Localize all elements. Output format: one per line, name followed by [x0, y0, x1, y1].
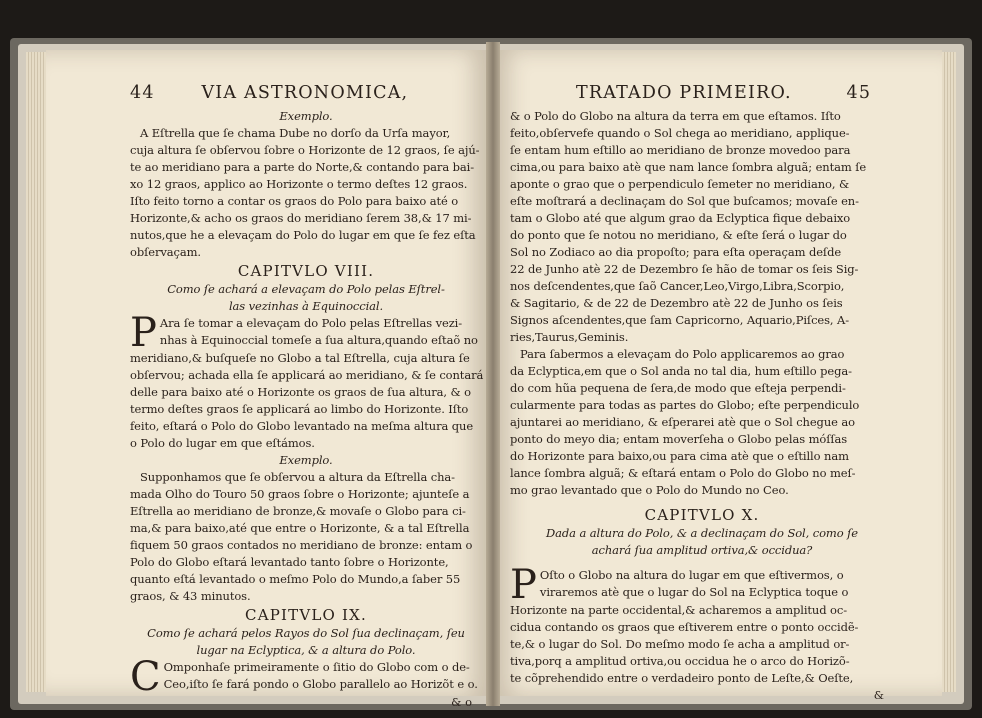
text-line: & Sagitario, & de 22 de Dezembro atè 22 de Junho os ſeis — [510, 296, 843, 310]
text-line: obſervaçam. — [130, 245, 201, 259]
text-line: ponto do meyo dia; entam moverſeha o Globo pelas móſſas — [510, 432, 848, 446]
text-line: fiquem 50 graos contados no meridiano de bronze: entam o — [130, 538, 473, 552]
text-line: Polo do Globo eſtará levantado tanto ſobre o Horizonte, — [130, 555, 449, 569]
text-line: feito,obſervefe quando o Sol chega ao meridiano, applique- — [510, 126, 850, 140]
text-line: quanto eſtá levantado o meſmo Polo do Mundo,a ſaber 55 — [130, 572, 461, 586]
text-line: 22 de Junho atè 22 de Dezembro ſe hão de tomar os ſeis Sig- — [510, 262, 859, 276]
text-line: delle para baixo até o Horizonte os graos de ſua altura, & o — [130, 385, 472, 399]
text-line: mada Olho do Touro 50 graos ſobre o Horizonte; ajunteſe a — [130, 487, 470, 501]
chapter-subtitle: Dada a altura do Polo, & a declinaçam do Sol, como ſe — [546, 526, 858, 540]
chapter-title: CAPITVLO X. — [644, 506, 760, 524]
text-line: Eſtrella ao meridiano de bronze,& movaſe o Globo para ci- — [130, 504, 466, 518]
text-line: A Eſtrella que ſe chama Dube no dorſo da Urſa mayor, — [140, 126, 451, 140]
text-line: lance ſombra alguã; & eſtará entam o Polo do Globo no meſ- — [510, 466, 856, 480]
text-line: xo 12 graos, applico ao Horizonte o termo deſtes 12 graos. — [130, 177, 468, 191]
text-line: graos, & 43 minutos. — [130, 589, 251, 603]
exemplo-heading: Exemplo. — [279, 109, 333, 123]
right-running-head — [510, 82, 894, 104]
text-line: Supponhamos que ſe obſervou a altura da Eſtrella cha- — [140, 470, 455, 484]
text-line: Signos aſcendentes,que ſam Capricorno, Aquario,Piſces, A- — [510, 313, 850, 327]
chapter-title: CAPITVLO VIII. — [237, 262, 375, 280]
text-line: nhas à Equinoccial tomeſe a ſua altura,quando eſtaõ no — [159, 333, 478, 347]
drop-cap: P — [130, 310, 157, 356]
text-line: o Polo do lugar em que eſtámos. — [130, 436, 315, 450]
chapter-body — [510, 562, 894, 687]
drop-cap: C — [130, 654, 161, 700]
text-block-2 — [510, 346, 894, 499]
text-line: termo deſtes graos ſe applicará ao limbo do Horizonte. Iſto — [130, 402, 469, 416]
page-number: 44 — [130, 83, 155, 103]
text-line: do com hũa pequena de ſera,de modo que eſteja perpendi- — [510, 381, 846, 395]
text-line: tiva,porq a amplitud ortiva,ou occidua he o arco do Horizõ- — [510, 654, 850, 668]
text-line: Sol no Zodiaco ao dia propoſto; para eſta operaçam deſde — [510, 245, 842, 259]
text-line: & o Polo do Globo na altura da terra em que eſtamos. Iſto — [510, 109, 841, 123]
text-line: Omponhaſe primeiramente o ſitio do Globo com o de- — [163, 660, 470, 674]
text-line: do Horizonte para baixo,ou para cima atè que o eſtillo nam — [510, 449, 849, 463]
text-block-2 — [130, 469, 482, 605]
text-line: da Eclyptica,em que o Sol anda no tal dia, hum eſtillo pega- — [510, 364, 852, 378]
text-line: te ao meridiano para a parte do Norte,& contando para bai- — [130, 160, 475, 174]
chapter-body — [130, 654, 482, 700]
text-block-1 — [510, 108, 894, 346]
chapter-subtitle: lugar na Eclyptica, & a altura do Polo. — [196, 643, 416, 657]
page-number: 45 — [846, 83, 872, 103]
text-line: Horizonte,& acho os graos do meridiano ſerem 38,& 17 mi- — [130, 211, 472, 225]
text-line: Iſto feito torno a contar os graos do Polo para baixo até o — [130, 194, 459, 208]
text-line: cima,ou para baixo atè que nam lance ſombra alguã; entam ſe — [510, 160, 867, 174]
catchword: & o — [451, 695, 472, 709]
text-line: feito, eſtará o Polo do Globo levantado na meſma altura que — [130, 419, 474, 433]
text-line: mo grao levantado que o Polo do Mundo no Ceo. — [510, 483, 789, 497]
running-title: TRATADO PRIMEIRO. — [576, 83, 792, 103]
exemplo-heading: Exemplo. — [279, 453, 333, 467]
drop-cap: P — [510, 562, 537, 608]
text-line: tam o Globo até que algum grao da Eclyptica fique debaixo — [510, 211, 851, 225]
chapter-body — [130, 310, 484, 452]
text-line: do ponto que ſe notou no meridiano, & eſte ſerá o lugar do — [510, 228, 847, 242]
text-line: ſe entam hum eſtillo ao meridiano de bronze movedoo para — [510, 143, 851, 157]
text-line: ries,Taurus,Geminis. — [510, 330, 629, 344]
text-block-1 — [130, 125, 482, 261]
text-line: te,& o lugar do Sol. Do meſmo modo ſe acha a amplitud or- — [510, 637, 850, 651]
text-line: obſervou; achada ella ſe applicará ao meridiano, & ſe contará — [130, 368, 484, 382]
text-line: ma,& para baixo,até que entre o Horizonte, & a tal Eſtrella — [130, 521, 470, 535]
right-page — [490, 50, 942, 702]
text-line: Horizonte na parte occidental,& acharemos a amplitud oc- — [510, 603, 848, 617]
chapter-subtitle: Como ſe achará pelos Rayos do Sol ſua declinaçam, ſeu — [147, 626, 465, 640]
chapter-title: CAPITVLO IX. — [245, 606, 367, 624]
text-line: nutos,que he a elevaçam do Polo do lugar em que ſe fez eſta — [130, 228, 476, 242]
text-line: nos deſcendentes,que ſaõ Cancer,Leo,Virgo,Libra,Scorpio, — [510, 279, 845, 293]
text-line: Ara ſe tomar a elevaçam do Polo pelas Eſtrellas vezi- — [159, 316, 463, 330]
book-gutter — [486, 42, 500, 706]
text-line: Ceo,iſto ſe fará pondo o Globo parallelo ao Horizõt e o. — [163, 677, 478, 691]
text-line: Para ſabermos a elevaçam do Polo applicaremos ao grao — [520, 347, 845, 361]
text-line: cularmente para todas as partes do Globo; eſte perpendiculo — [510, 398, 860, 412]
text-line: cidua contando os graos que eſtiverem entre o ponto occidẽ- — [510, 620, 859, 634]
running-title: VIA ASTRONOMICA, — [201, 83, 409, 103]
text-line: ajuntarei ao meridiano, & eſperarei atè que o Sol chegue ao — [510, 415, 855, 429]
left-running-head — [130, 82, 482, 104]
text-line: viraremos atè que o lugar do Sol na Eclyptica toque o — [539, 585, 849, 599]
text-line: aponte o grao que o perpendiculo ſemeter no meridiano, & — [510, 177, 850, 191]
left-page — [46, 50, 492, 709]
chapter-subtitle: achará ſua amplitud ortiva,& occidua? — [591, 543, 813, 557]
text-line: meridiano,& buſqueſe no Globo a tal Eſtrella, cuja altura ſe — [130, 351, 470, 365]
text-line: Oſto o Globo na altura do lugar em que eſtivermos, o — [539, 568, 844, 582]
chapter-subtitle: las vezinhas à Equinoccial. — [228, 299, 384, 313]
catchword: & — [873, 688, 884, 702]
text-line: te cõprehendido entre o verdadeiro ponto de Leſte,& Oeſte, — [510, 671, 854, 685]
text-line: cuja altura ſe obſervou ſobre o Horizonte de 12 graos, ſe ajú- — [130, 143, 480, 157]
chapter-subtitle: Como ſe achará a elevaçam do Polo pelas Eſtrel- — [167, 282, 445, 296]
text-line: eſte moſtrará a declinaçam do Sol que buſcamos; movaſe en- — [510, 194, 859, 208]
